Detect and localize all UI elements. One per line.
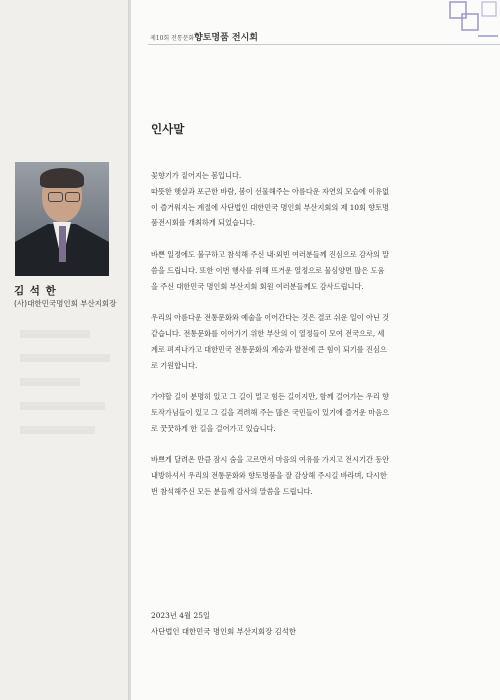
text-line: 바쁘게 달려온 만큼 잠시 숨을 고르면서 마음의 여유를 가지고 전시기간 동안 <box>151 455 390 465</box>
paragraph <box>151 168 484 231</box>
bleed-through-shadow <box>20 330 120 550</box>
text-line: 번 참석해주신 모든 분들께 감사의 말씀을 드립니다. <box>151 486 313 496</box>
text-line: 로 꿋꿋하게 한 길을 걸어가고 있습니다. <box>151 423 276 433</box>
left-page <box>0 0 128 700</box>
text-line: 꽃향기가 짙어지는 봄입니다. <box>151 171 242 180</box>
profile-name: 김 석 한 <box>14 285 57 297</box>
text-line: 계로 펴져나가고 대한민국 전통문화의 계승과 발전에 큰 힘이 되기를 진심으 <box>151 344 387 354</box>
text-line: 씀을 드립니다. 또한 이번 행사를 위해 뜨거운 열정으로 물심양면 많은 도움 <box>151 265 385 275</box>
letter-signature: 사단법인 대한민국 명인회 부산지회장 김석한 <box>151 627 297 636</box>
letter-date: 2023년 4월 25일 <box>151 611 211 620</box>
paragraph <box>151 389 484 436</box>
paragraph <box>151 452 484 499</box>
header-rule <box>148 44 500 45</box>
header-title: 향토명품 전시회 <box>194 33 258 43</box>
paragraph <box>151 247 484 294</box>
text-line: 같습니다. 전통문화를 이어가기 위한 부산의 이 열정들이 모여 전국으로, 세 <box>151 328 385 338</box>
header-edition: 제10회 전통문화 <box>150 35 195 42</box>
text-line: 이 즐거워지는 계절에 사단법인 대한민국 명인회 부산지회의 제 10회 향토명 <box>151 202 390 212</box>
corner-decoration-icon <box>448 0 500 42</box>
text-line: 바쁜 일정에도 불구하고 참석해 주신 내·외빈 여러분들께 진심으로 감사의 말 <box>151 249 390 259</box>
letter-body <box>151 168 484 516</box>
profile-role: (사)대한민국명인회 부산지회장 <box>14 299 117 308</box>
text-line: 내방하셔서 우리의 전통문화와 향토명품을 잘 감상해 주시길 바라며, 다시한 <box>151 471 387 481</box>
portrait-photo <box>15 162 109 276</box>
letter-title: 인사말 <box>151 122 185 136</box>
text-line: 로 기원합니다. <box>151 360 198 370</box>
text-line: 토작가님들이 있고 그 길을 격려해 주는 많은 국민들이 있기에 즐거운 마음으 <box>151 407 390 417</box>
text-line: 우리의 아름다운 전통문화와 예술을 이어간다는 것은 결코 쉬운 일이 아닌 것 <box>151 313 390 323</box>
text-line: 따뜻한 햇살과 포근한 바람, 봄이 선물해주는 아름다운 자연의 모습에 이유없 <box>151 186 390 196</box>
text-line: 을 주신 대한민국 명인회 부산지회 회원 여러분들께도 감사드립니다. <box>151 281 364 291</box>
text-line: 품전시회를 개최하게 되었습니다. <box>151 218 256 228</box>
paragraph <box>151 310 484 373</box>
text-line: 가야할 길이 분명히 있고 그 길이 멀고 힘든 길이지만, 함께 걸어가는 우리 향 <box>151 392 389 402</box>
